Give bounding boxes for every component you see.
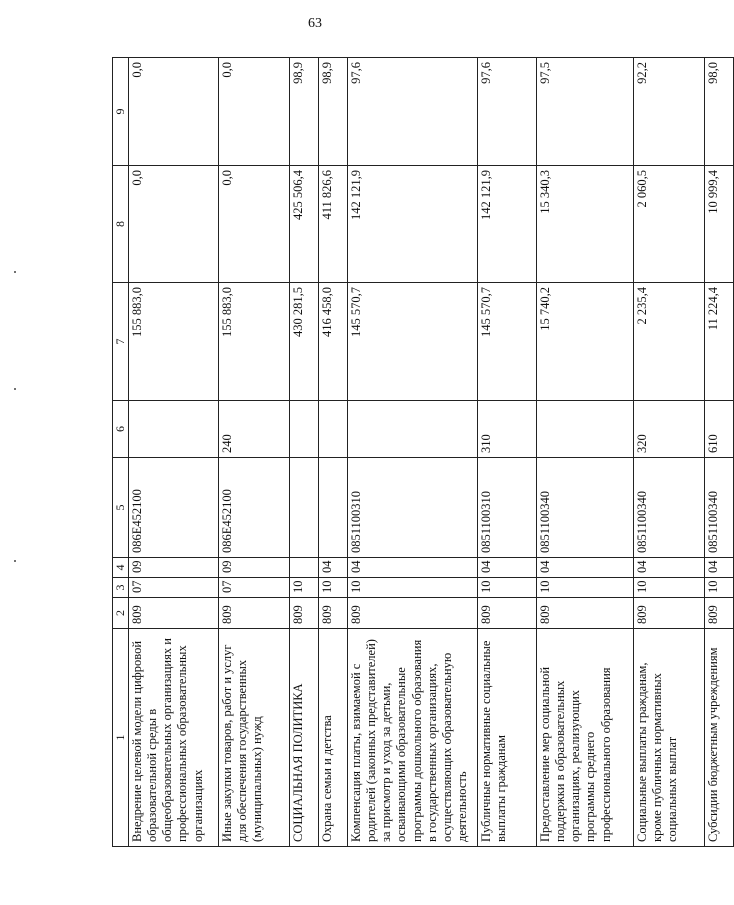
subsection-code: 04 <box>347 558 477 578</box>
execution-percent: 97,6 <box>347 58 477 166</box>
row-name: Иные закупки товаров, работ и услуг для обеспечения государственных (муниципальных) нужд <box>218 629 289 847</box>
executed-amount: 411 826,6 <box>318 166 347 283</box>
column-number-row <box>113 58 129 847</box>
table-row <box>289 58 318 847</box>
section-code: 10 <box>289 578 318 598</box>
table-row <box>318 58 347 847</box>
table-row <box>218 58 289 847</box>
subsection-code: 04 <box>536 558 633 578</box>
rotated-table-stage <box>112 58 720 847</box>
ministry-code: 809 <box>536 598 633 629</box>
executed-amount: 142 121,9 <box>477 166 536 283</box>
expense-type-code: 310 <box>477 401 536 458</box>
column-number: 4 <box>113 558 129 578</box>
subsection-code: 04 <box>704 558 733 578</box>
executed-amount: 0,0 <box>218 166 289 283</box>
subsection-code: 04 <box>318 558 347 578</box>
column-number: 6 <box>113 401 129 458</box>
row-name: СОЦИАЛЬНАЯ ПОЛИТИКА <box>289 629 318 847</box>
approved-amount: 2 235,4 <box>633 283 704 401</box>
expense-type-code <box>536 401 633 458</box>
column-number: 2 <box>113 598 129 629</box>
executed-amount: 2 060,5 <box>633 166 704 283</box>
approved-amount: 11 224,4 <box>704 283 733 401</box>
section-code: 10 <box>633 578 704 598</box>
ministry-code: 809 <box>289 598 318 629</box>
scan-speck <box>14 560 16 562</box>
section-code: 07 <box>218 578 289 598</box>
approved-amount: 155 883,0 <box>128 283 218 401</box>
expense-type-code <box>318 401 347 458</box>
table-row <box>128 58 218 847</box>
approved-amount: 416 458,0 <box>318 283 347 401</box>
column-number: 7 <box>113 283 129 401</box>
column-number: 5 <box>113 458 129 558</box>
row-name: Субсидии бюджетным учреждениям <box>704 629 733 847</box>
target-article-code: 0851100310 <box>477 458 536 558</box>
section-code: 07 <box>128 578 218 598</box>
expense-type-code: 320 <box>633 401 704 458</box>
execution-percent: 92,2 <box>633 58 704 166</box>
table-body <box>113 58 734 847</box>
ministry-code: 809 <box>128 598 218 629</box>
ministry-code: 809 <box>633 598 704 629</box>
target-article-code: 086E452100 <box>218 458 289 558</box>
row-name: Публичные нормативные социальные выплаты гражданам <box>477 629 536 847</box>
column-number: 1 <box>113 629 129 847</box>
ministry-code: 809 <box>318 598 347 629</box>
executed-amount: 15 340,3 <box>536 166 633 283</box>
row-name: Компенсация платы, взимаемой с родителей (законных представителей) за присмотр и уход за детьми, осваивающими образовательные программы дошкольного образования в государственных организациях, осуществляющих образовательную деятельность <box>347 629 477 847</box>
row-name: Охрана семьи и детства <box>318 629 347 847</box>
target-article-code <box>289 458 318 558</box>
subsection-code: 04 <box>633 558 704 578</box>
approved-amount: 145 570,7 <box>347 283 477 401</box>
ministry-code: 809 <box>477 598 536 629</box>
approved-amount: 15 740,2 <box>536 283 633 401</box>
executed-amount: 0,0 <box>128 166 218 283</box>
expense-type-code <box>289 401 318 458</box>
execution-percent: 97,5 <box>536 58 633 166</box>
expense-type-code <box>128 401 218 458</box>
row-name: Предоставление мер социальной поддержки в образовательных организациях, реализующих программы среднего профессионального образования <box>536 629 633 847</box>
executed-amount: 425 506,4 <box>289 166 318 283</box>
page-number: 63 <box>308 16 322 31</box>
ministry-code: 809 <box>704 598 733 629</box>
row-name: Социальные выплаты гражданам, кроме публичных нормативных социальных выплат <box>633 629 704 847</box>
ministry-code: 809 <box>347 598 477 629</box>
subsection-code <box>289 558 318 578</box>
budget-table <box>112 57 734 847</box>
execution-percent: 98,9 <box>289 58 318 166</box>
column-number: 3 <box>113 578 129 598</box>
section-code: 10 <box>318 578 347 598</box>
expense-type-code <box>347 401 477 458</box>
execution-percent: 98,9 <box>318 58 347 166</box>
table-row <box>704 58 733 847</box>
executed-amount: 142 121,9 <box>347 166 477 283</box>
table-row <box>347 58 477 847</box>
scan-speck <box>14 271 16 273</box>
subsection-code: 09 <box>218 558 289 578</box>
execution-percent: 98,0 <box>704 58 733 166</box>
scan-speck <box>14 388 16 390</box>
execution-percent: 0,0 <box>218 58 289 166</box>
column-number: 8 <box>113 166 129 283</box>
expense-type-code: 610 <box>704 401 733 458</box>
approved-amount: 430 281,5 <box>289 283 318 401</box>
subsection-code: 09 <box>128 558 218 578</box>
expense-type-code: 240 <box>218 401 289 458</box>
section-code: 10 <box>477 578 536 598</box>
section-code: 10 <box>347 578 477 598</box>
target-article-code: 0851100310 <box>347 458 477 558</box>
column-number: 9 <box>113 58 129 166</box>
executed-amount: 10 999,4 <box>704 166 733 283</box>
approved-amount: 155 883,0 <box>218 283 289 401</box>
table-row <box>536 58 633 847</box>
table-row <box>477 58 536 847</box>
target-article-code: 0851100340 <box>536 458 633 558</box>
section-code: 10 <box>704 578 733 598</box>
subsection-code: 04 <box>477 558 536 578</box>
execution-percent: 0,0 <box>128 58 218 166</box>
target-article-code: 086E452100 <box>128 458 218 558</box>
table-row <box>633 58 704 847</box>
target-article-code: 0851100340 <box>704 458 733 558</box>
target-article-code: 0851100340 <box>633 458 704 558</box>
approved-amount: 145 570,7 <box>477 283 536 401</box>
ministry-code: 809 <box>218 598 289 629</box>
section-code: 10 <box>536 578 633 598</box>
target-article-code <box>318 458 347 558</box>
execution-percent: 97,6 <box>477 58 536 166</box>
row-name: Внедрение целевой модели цифровой образовательной среды в общеобразовательных организациях и профессиональных образовательных организациях <box>128 629 218 847</box>
